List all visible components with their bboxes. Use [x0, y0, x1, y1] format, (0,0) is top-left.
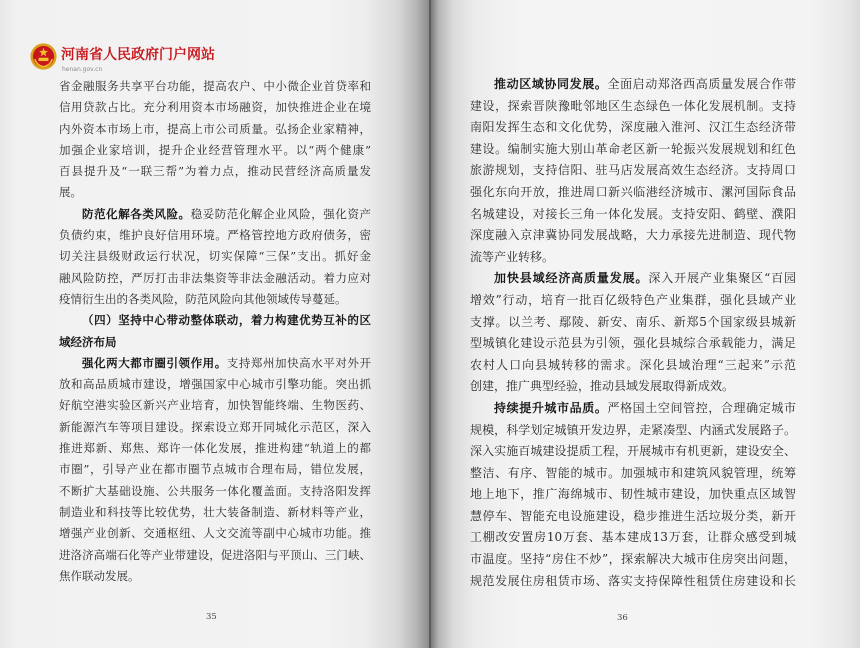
text-line: 好航空港实验区新兴产业培育，加快智能终端、生物医药、 [59, 398, 371, 413]
paragraph-lead: 持续提升城市品质。 [494, 400, 608, 415]
text-line-rest: 深入开展产业集聚区“百园 [648, 271, 796, 286]
heading-line: （四）坚持中心带动整体联动，着力构建优势互补的区 [82, 313, 371, 328]
text-line: 制造业和科技等比较优势，壮大装备制造、新材料等产业， [59, 504, 371, 519]
page-number: 35 [206, 612, 217, 622]
text-line: 地上地下，推广海绵城市、韧性城市建设，加快重点区域智 [470, 487, 796, 502]
text-line: 不断扩大基础设施、公共服务一体化覆盖面。支持洛阳发挥 [59, 483, 371, 498]
right-page-text [470, 74, 796, 592]
text-line [470, 74, 796, 96]
site-domain: henan.gov.cn [62, 66, 103, 73]
text-line-rest: 全面启动郑洛西高质量发展合作带 [607, 77, 796, 91]
text-line-rest: 严格国土空间管控，合理确定城市 [607, 400, 796, 415]
text-line [59, 353, 371, 374]
text-line: 省金融服务共享平台功能，提高农户、中小微企业首贷率和 [59, 79, 371, 93]
paragraph [470, 74, 796, 268]
paragraph [59, 76, 371, 204]
national-emblem-icon [30, 43, 57, 70]
text-line: 建设，探索晋陕豫毗邻地区生态绿色一体化发展机制。支持 [470, 98, 796, 113]
text-line: 增效”行动，培育一批百亿级特色产业集群，强化县域产业 [470, 292, 796, 307]
text-line: 创建，推广典型经验，推动县域发展取得新成效。 [470, 379, 735, 394]
text-line: 信用贷款占比。充分利用资本市场融资，加快推进企业在境 [59, 100, 371, 115]
text-line: 内外资本市场上市，提高上市公司质量。弘扬企业家精神， [59, 121, 371, 136]
text-line [59, 204, 371, 225]
text-line-rest: 稳妥防范化解企业风险，强化资产 [190, 206, 371, 221]
paragraph-lead: 防范化解各类风险。 [82, 206, 191, 221]
site-logo [30, 43, 230, 77]
text-line: 负债约束，维护良好信用环境。严格管控地方政府债务，密 [59, 228, 371, 243]
text-line: 慧停车、智能充电设施建设，稳步推进生活垃圾分类，新开 [470, 508, 796, 523]
text-line: 工棚改安置房10万套、基本建成13万套，让群众感受到城 [470, 530, 796, 545]
text-line: 融风险防控，严厉打击非法集资等非法金融活动。着力应对 [59, 270, 371, 285]
paragraph [470, 268, 796, 398]
text-line: 农村人口向县城转移的需求。深化县域治理“三起来”示范 [470, 357, 796, 372]
text-line-rest: 支持郑州加快高水平对外开 [226, 355, 371, 370]
text-line: 强化东向开放，推进周口新兴临港经济城市、漯河国际食品 [470, 184, 796, 199]
text-line: 流等产业转移。 [470, 249, 555, 264]
left-page-text [59, 76, 371, 587]
text-line: 深度融入京津冀协同发展战略，大力承接先进制造、现代物 [470, 228, 796, 243]
text-line [470, 398, 796, 420]
text-line: 支撑。以兰考、鄢陵、新安、南乐、新郑5个国家级县城新 [470, 314, 796, 329]
paragraph-lead: 推动区域协同发展。 [494, 77, 608, 91]
text-line: 疫情衍生出的各类风险，防范风险向其他领域传导蔓延。 [59, 291, 347, 306]
text-line: 新能源汽车等项目建设。探索设立郑开同城化示范区，深入 [59, 419, 371, 434]
text-line: 展。 [59, 185, 82, 200]
paragraph [59, 353, 371, 587]
text-line: 放和高品质城市建设，增强国家中心城市引擎功能。突出抓 [59, 377, 371, 392]
text-line: 规模，科学划定城镇开发边界，走紧凑型、内涵式发展路子。 [470, 422, 796, 437]
text-line: 名城建设，对接长三角一体化发展。支持安阳、鹤壁、濮阳 [470, 206, 796, 221]
text-line: 深入实施百城建设提质工程，开展城市有机更新，建设安全、 [470, 444, 796, 459]
page-number: 36 [617, 613, 628, 623]
paragraph [59, 204, 371, 310]
text-line: 进洛济高端石化等产业带建设，促进洛阳与平顶山、三门峡、 [59, 547, 371, 562]
text-line: 市温度。坚持“房住不炒”，探索解决大城市住房突出问题， [470, 552, 796, 567]
paragraph-lead: 加快县域经济高质量发展。 [494, 271, 649, 286]
section-heading [59, 310, 371, 353]
heading-line: 域经济布局 [59, 334, 117, 349]
text-line: 增强产业创新、交通枢纽、人文交流等副中心城市功能。推 [59, 526, 371, 541]
site-name: 河南省人民政府门户网站 [61, 47, 215, 63]
paragraph-lead: 强化两大都市圈引领作用。 [82, 355, 227, 370]
text-line: 加强企业家培训，提升企业经营管理水平。以“两个健康” [59, 142, 371, 157]
text-line: 旅游规划，支持信阳、驻马店发展高效生态经济。支持周口 [470, 163, 796, 178]
text-line: 百县提升及“一联三帮”为着力点，推动民营经济高质量发 [59, 164, 371, 179]
text-line: 推进郑新、郑焦、郑许一体化发展，推进构建“轨道上的都 [59, 441, 371, 456]
text-line [470, 268, 796, 290]
text-line: 型城镇化建设示范县为引领，强化县城综合承载能力，满足 [470, 336, 796, 351]
text-line: 焦作联动发展。 [59, 568, 140, 583]
text-line: 整洁、有序、智能的城市。加强城市和建筑风貌管理，统筹 [470, 465, 796, 480]
text-line: 市圈”，引导产业在都市圈节点城市合理布局，错位发展， [59, 462, 371, 477]
text-line: 建设。编制实施大别山革命老区新一轮振兴发展规划和红色 [470, 141, 796, 156]
text-line: 规范发展住房租赁市场、落实支持保障性租赁住房建设和长 [470, 573, 796, 588]
text-line: 南阳发挥生态和文化优势，深度融入淮河、汉江生态经济带 [470, 120, 796, 135]
paragraph [470, 398, 796, 592]
text-line: 切关注县级财政运行状况，切实保障“三保”支出。抓好金 [59, 249, 371, 264]
